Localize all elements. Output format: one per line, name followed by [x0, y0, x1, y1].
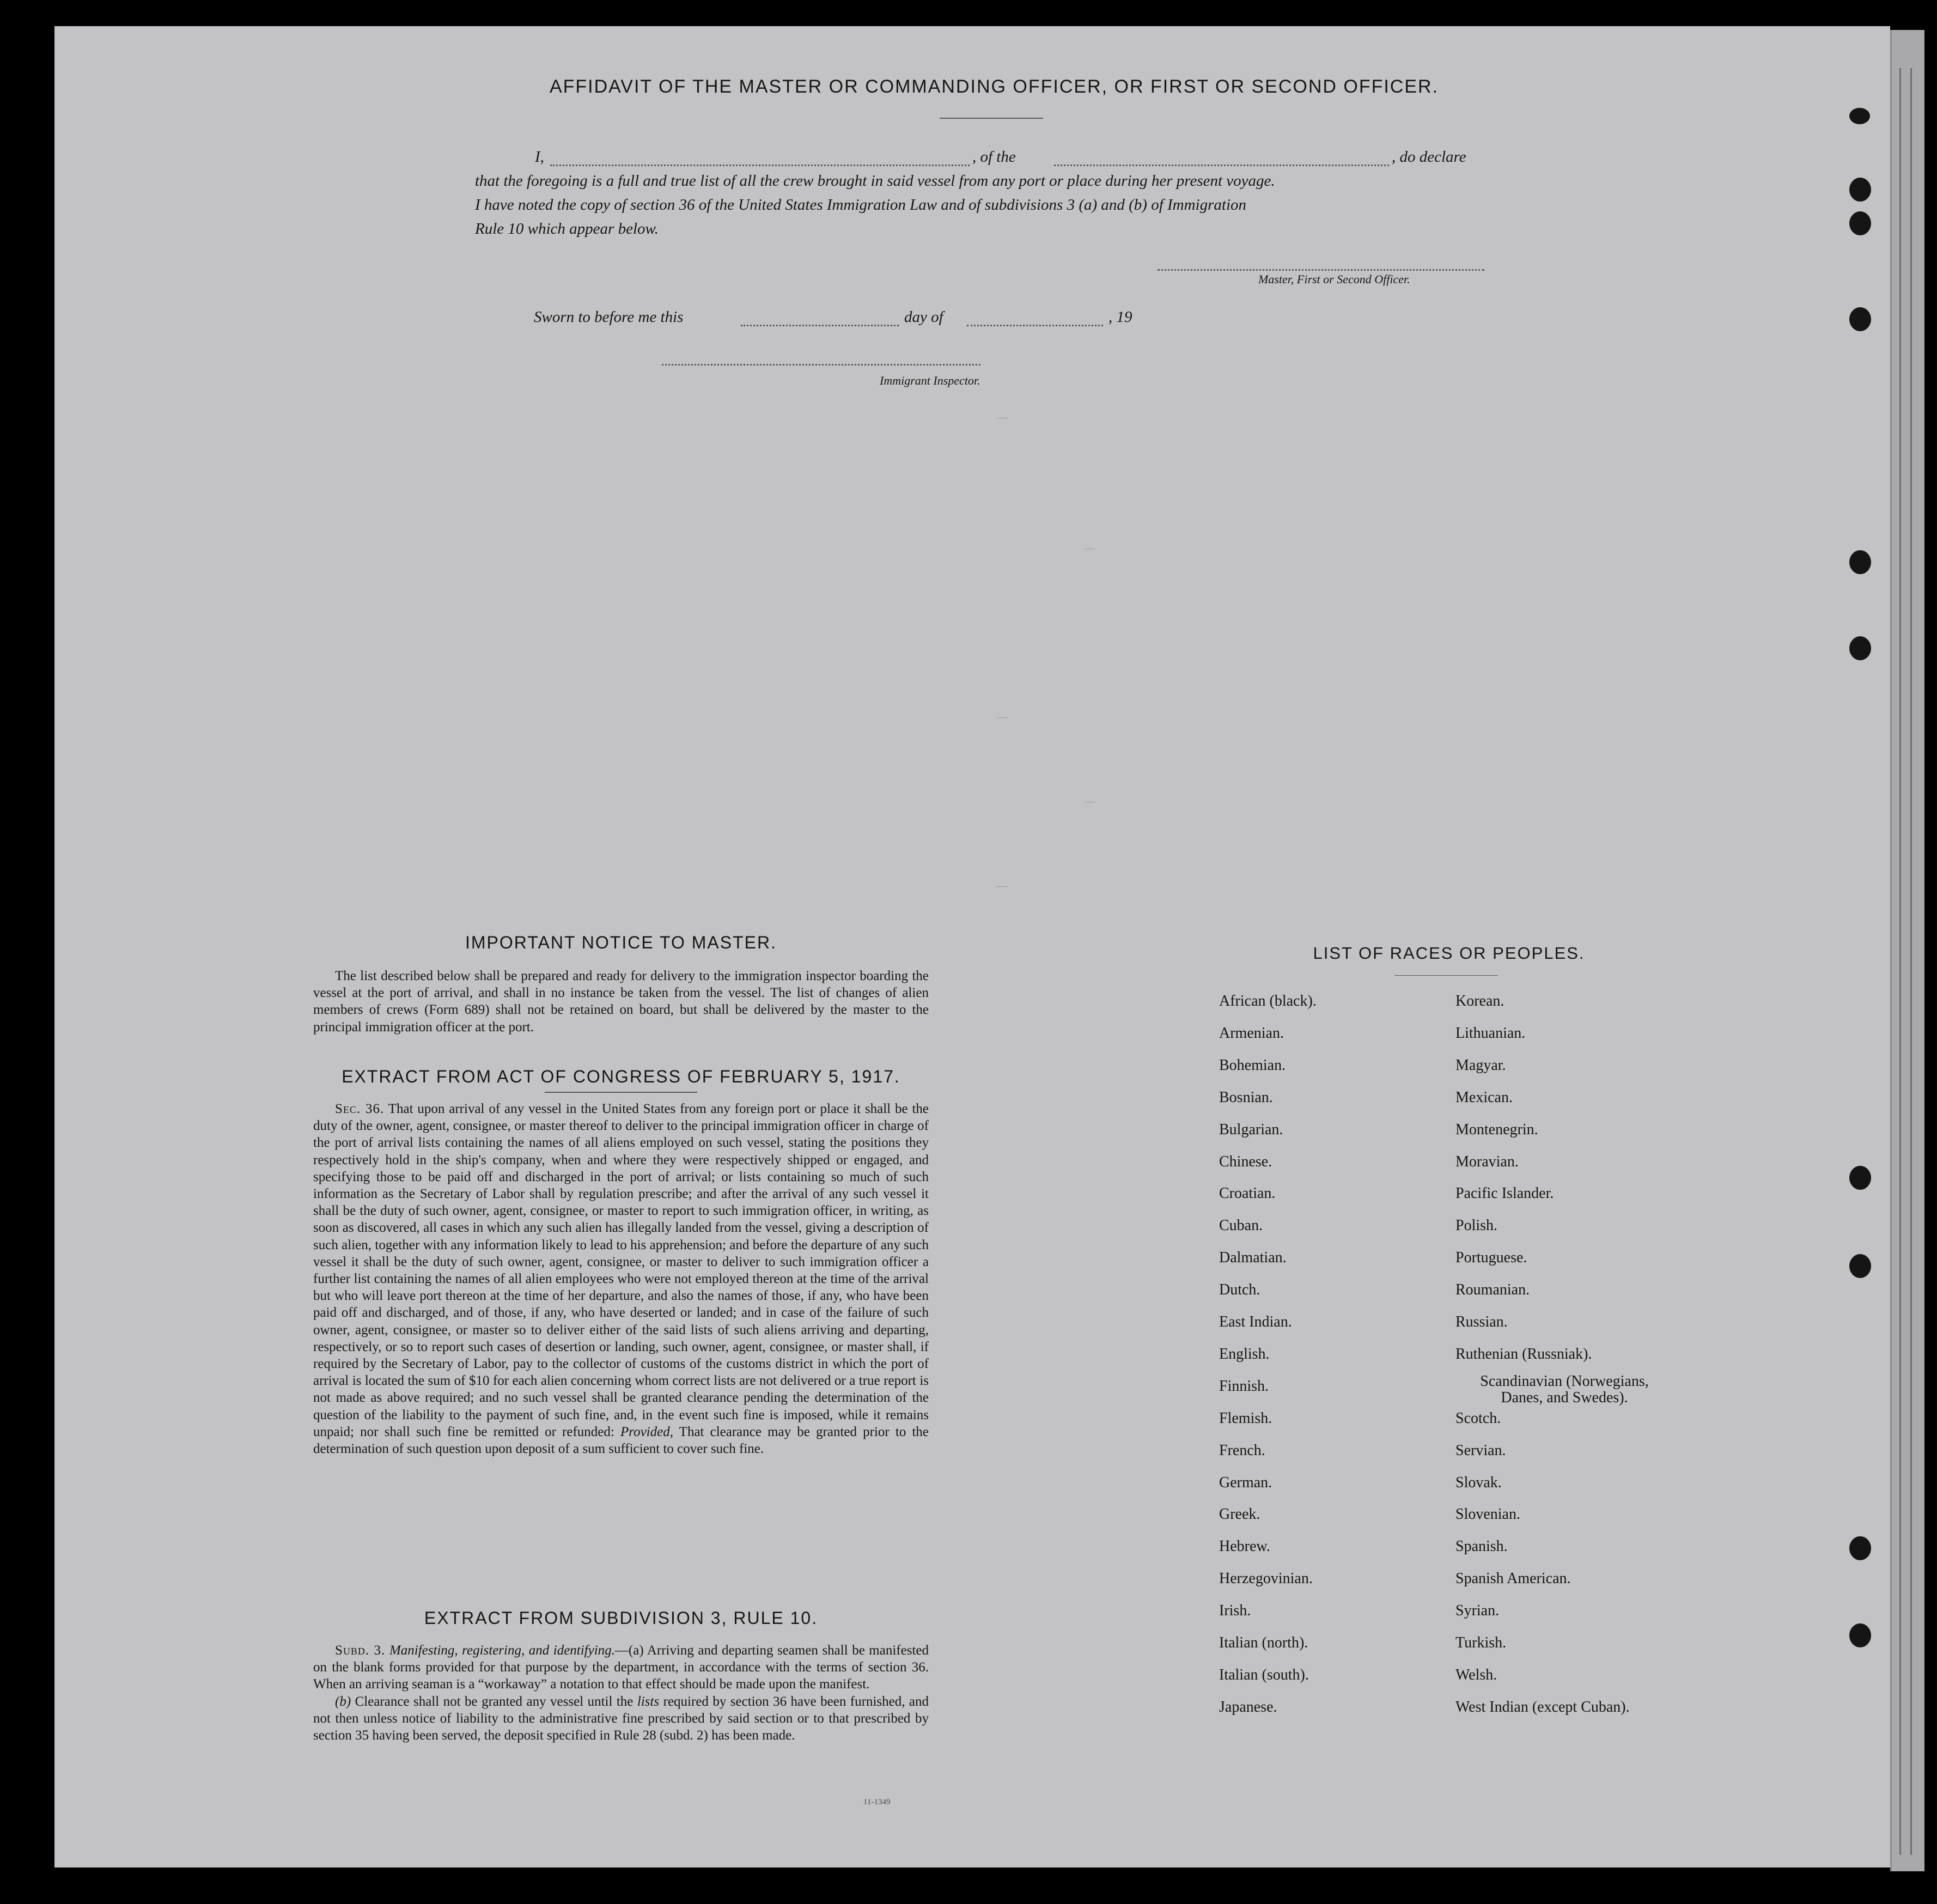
- race-entry: French.: [1219, 1441, 1265, 1459]
- binder-hole: [1849, 307, 1871, 331]
- vessel-blank: [1054, 165, 1389, 166]
- race-entry: West Indian (except Cuban).: [1455, 1698, 1630, 1716]
- race-entry: Armenian.: [1219, 1024, 1284, 1042]
- binder-hole: [1849, 550, 1871, 574]
- affidavit-line-3: I have noted the copy of section 36 of the United States Immigration Law and of subdivisions 3 (a) and (b) of Immigration: [475, 196, 1247, 214]
- edge-line: [1899, 68, 1901, 1855]
- signature-blank: [1158, 269, 1484, 271]
- name-blank: [550, 165, 970, 166]
- race-entry: Irish.: [1219, 1602, 1251, 1620]
- binder-hole: [1849, 1623, 1871, 1647]
- affidavit-i: I,: [535, 148, 544, 166]
- page-edge: [1890, 30, 1924, 1871]
- bleed-through-mark: —: [997, 411, 1008, 423]
- affidavit-line-4: Rule 10 which appear below.: [475, 220, 659, 238]
- rule-10-text: [313, 1642, 929, 1744]
- subdivision-b-rest: required by section 36 have been furnished, and not then unless notice of liability to the administrative fine prescribed by said section or to that prescribed by section 35 having been served, the deposit specified in Rule 28 (subd. 2) has been made.: [313, 1694, 929, 1743]
- binder-hole: [1849, 1254, 1871, 1278]
- race-entry: Montenegrin.: [1455, 1121, 1538, 1138]
- subdivision-b-label: (b): [335, 1694, 351, 1709]
- race-entry: Bohemian.: [1219, 1056, 1286, 1074]
- race-entry: Lithuanian.: [1455, 1024, 1526, 1042]
- inspector-label: Immigrant Inspector.: [880, 374, 980, 387]
- race-entry: East Indian.: [1219, 1313, 1292, 1330]
- race-entry: Korean.: [1455, 993, 1504, 1009]
- title-rule: [940, 118, 1043, 119]
- bleed-through-mark: —: [1084, 795, 1095, 807]
- race-entry: Italian (south).: [1219, 1666, 1309, 1683]
- sworn-day-blank: [741, 325, 899, 326]
- race-entry: Spanish.: [1455, 1538, 1508, 1555]
- race-entry: Magyar.: [1455, 1056, 1506, 1074]
- binder-hole: [1849, 1536, 1871, 1560]
- race-entry: German.: [1219, 1474, 1272, 1491]
- races-heading: LIST OF RACES OR PEOPLES.: [1313, 944, 1585, 963]
- day-of-label: day of: [904, 308, 943, 326]
- race-entry: Syrian.: [1455, 1602, 1500, 1620]
- race-entry: Slovak.: [1455, 1474, 1502, 1491]
- form-code: 11-1349: [863, 1798, 891, 1806]
- race-entry: Bosnian.: [1219, 1088, 1273, 1106]
- race-entry: Herzegovinian.: [1219, 1570, 1313, 1587]
- race-entry: Flemish.: [1219, 1409, 1272, 1427]
- affidavit-line-2: that the foregoing is a full and true list of all the crew brought in said vessel from any port or place during her present voyage.: [475, 172, 1275, 190]
- race-entry: Croatian.: [1219, 1185, 1276, 1202]
- bleed-through-mark: —: [997, 711, 1008, 723]
- subdivision-a-text: —(a) Arriving and departing seamen shall be manifested on the blank forms provided for that purpose by the department, in accordance with the terms of section 36. When an arriving seaman is a “workaway” a notation to that effect should be made upon the manifest.: [313, 1643, 929, 1692]
- race-entry: Dalmatian.: [1219, 1249, 1287, 1267]
- race-entry: Scandinavian (Norwegians, Danes, and Swedes).: [1480, 1372, 1649, 1406]
- bleed-through-mark: —: [997, 880, 1008, 892]
- binder-hole: [1849, 636, 1871, 660]
- race-entry: Moravian.: [1455, 1153, 1519, 1170]
- notice-paragraph: The list described below shall be prepared and ready for delivery to the immigration inspector boarding the vessel at the port of arrival, and shall in no instance be taken from the vessel. The list of changes of alien members of crews (Form 689) shall not be retained on board, but shall be delivered by the master to the principal immigration officer at the port.: [313, 969, 929, 1035]
- race-entry: Slovenian.: [1455, 1506, 1520, 1523]
- race-entry: Russian.: [1455, 1313, 1508, 1330]
- race-entry: Pacific Islander.: [1455, 1185, 1554, 1202]
- race-entry: Portuguese.: [1455, 1249, 1527, 1267]
- race-entry: Cuban.: [1219, 1217, 1263, 1234]
- race-entry: Bulgarian.: [1219, 1121, 1283, 1138]
- year-label: , 19: [1108, 308, 1132, 326]
- binder-hole: [1849, 108, 1870, 124]
- notice-text: [313, 968, 929, 1036]
- race-entry: Polish.: [1455, 1217, 1498, 1234]
- signature-label: Master, First or Second Officer.: [1258, 272, 1410, 286]
- race-entry: Finnish.: [1219, 1377, 1269, 1395]
- inspector-signature-blank: [662, 364, 980, 366]
- race-entry: Servian.: [1455, 1441, 1506, 1459]
- race-entry: Spanish American.: [1455, 1570, 1571, 1587]
- sworn-label: Sworn to before me this: [534, 308, 684, 326]
- section-36-text: [313, 1100, 929, 1457]
- section-36-proviso: That clearance may be granted prior to the determination of such question upon deposit of a sum sufficient to cover such fine.: [313, 1424, 929, 1457]
- race-entry: Italian (north).: [1219, 1634, 1308, 1651]
- act-extract-heading: EXTRACT FROM ACT OF CONGRESS OF FEBRUARY 5, 1917.: [342, 1067, 900, 1086]
- race-entry: Roumanian.: [1455, 1281, 1530, 1299]
- section-36-body: That upon arrival of any vessel in the United States from any foreign port or place it shall be the duty of the owner, agent, consignee, or master thereof to deliver to the principal immigration officer in charge of the port of arrival lists containing the names of all aliens employed on such vessel, stating the positions they respectively hold in the ship's company, when and where they were respectively shipped or engaged, and specifying those to be paid off and discharged in the port of arrival; or lists containing so much of such information as the Secretary of Labor shall by regulation prescribe; and after the arrival of any such vessel it shall be the duty of such owner, agent, consignee, or master to report to such immigration officer, in writing, as soon as discovered, all cases in which any such alien has illegally landed from the vessel, giving a description of such alien, together with any information likely to lead to his apprehension; and before the departure of any such vessel it shall be the duty of such owner, agent, consignee, or master to deliver to such immigration officer a further list containing the names of all alien employees who were not employed thereon at the time of the arrival but who will leave port thereon at the time of her departure, and also the names of those, if any, who have been paid off and discharged, and of those, if any, who have deserted or landed; and in case of the failure of such owner, agent, consignee, or master so to deliver either of the said lists of such aliens arriving and departing, respectively, or so to report such cases of desertion or landing, such owner, agent, consignee, or master shall, if required by the Secretary of Labor, pay to the collector of customs of the customs district in which the port of arrival is located the sum of $10 for each alien concerning whom correct lists are not delivered or a true report is not made as above required; and no such vessel shall be granted clearance pending the determination of the question of the liability to the payment of such fine, and, in the event such fine is imposed, while it remains unpaid; nor shall such fine be remitted or refunded:: [313, 1102, 929, 1439]
- race-entry: Turkish.: [1455, 1634, 1507, 1651]
- race-entry: Ruthenian (Russniak).: [1455, 1345, 1592, 1362]
- race-entry: Scotch.: [1455, 1409, 1501, 1427]
- notice-heading: IMPORTANT NOTICE TO MASTER.: [465, 933, 777, 952]
- race-entry: Chinese.: [1219, 1153, 1272, 1170]
- affidavit-of-the: , of the: [972, 148, 1016, 166]
- subdivision-title: Manifesting, registering, and identifying.: [389, 1643, 615, 1658]
- subdivision-b-text: Clearance shall not be granted any vessel until the: [355, 1694, 634, 1709]
- heading-rule: [545, 1092, 697, 1093]
- subdivision-label: Subd. 3.: [335, 1643, 386, 1658]
- section-label: Sec. 36.: [335, 1102, 385, 1116]
- race-entry: Dutch.: [1219, 1281, 1260, 1299]
- edge-line: [1910, 68, 1912, 1855]
- provided-term: Provided,: [620, 1424, 673, 1439]
- bleed-through-mark: —: [1084, 542, 1095, 554]
- race-entry: African (black).: [1219, 993, 1317, 1009]
- binder-hole: [1849, 211, 1871, 235]
- race-entry: Japanese.: [1219, 1698, 1277, 1716]
- race-entry: Mexican.: [1455, 1088, 1513, 1106]
- races-rule: [1394, 975, 1498, 976]
- race-entry: English.: [1219, 1345, 1270, 1362]
- rule-extract-heading: EXTRACT FROM SUBDIVISION 3, RULE 10.: [424, 1608, 818, 1628]
- race-entry: Hebrew.: [1219, 1538, 1270, 1555]
- affidavit-title: AFFIDAVIT OF THE MASTER OR COMMANDING OFFICER, OR FIRST OR SECOND OFFICER.: [549, 76, 1439, 97]
- affidavit-do-declare: , do declare: [1392, 148, 1466, 166]
- binder-hole: [1849, 178, 1871, 202]
- race-entry: Welsh.: [1455, 1666, 1497, 1683]
- race-entry: Greek.: [1219, 1506, 1260, 1523]
- binder-hole: [1849, 1166, 1871, 1190]
- lists-term: lists: [637, 1694, 660, 1709]
- sworn-month-blank: [967, 325, 1103, 326]
